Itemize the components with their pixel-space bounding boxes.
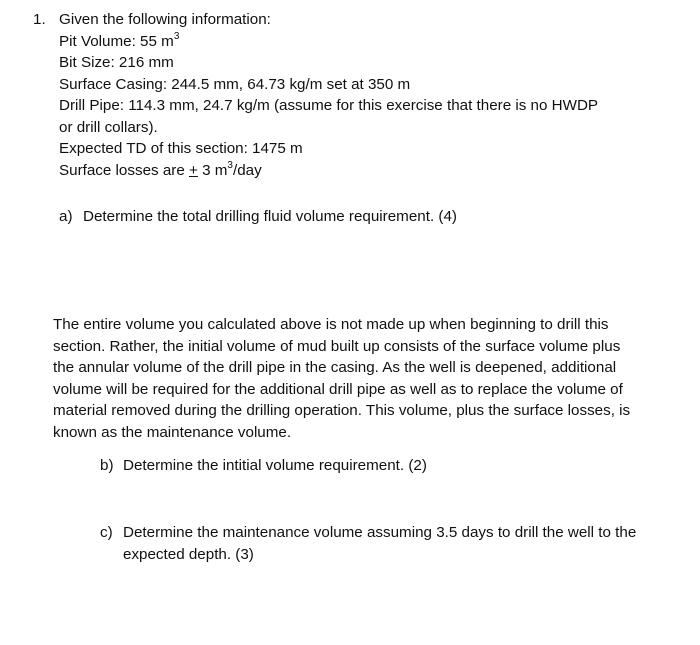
part-c-line-1: Determine the maintenance volume assuming 3.5 days to drill the well to the: [123, 524, 637, 541]
explanation-line-2: section. Rather, the initial volume of mud built up consists of the surface volume plus: [53, 338, 621, 355]
pit-volume: Pit Volume: 55 $m^3$: [59, 30, 180, 50]
explanation-line-1: The entire volume you calculated above is not made up when beginning to drill this: [53, 316, 609, 333]
drill-pipe-line-1: Drill Pipe: 114.3 mm, 24.7 kg/m (assume for this exercise that there is no HWDP: [59, 97, 599, 114]
explanation-line-5: material removed during the drilling operation. This volume, plus the surface losses, is: [53, 402, 631, 419]
drill-pipe-line-2: or drill collars).: [59, 119, 158, 136]
question-intro: Given the following information:: [59, 11, 271, 28]
explanation-line-3: the annular volume of the drill pipe in the casing. As the well is deepened, additional: [53, 359, 617, 376]
explanation-line-6: known as the maintenance volume.: [53, 424, 292, 441]
part-b-text: Determine the intitial volume requirement. (2): [123, 457, 427, 474]
explanation-line-4: volume will be required for the additional drill pipe as well as to replace the volume of: [53, 381, 623, 398]
surface-casing: Surface Casing: 244.5 mm, 64.73 kg/m set at 350 m: [59, 76, 411, 93]
bit-size: Bit Size: 216 mm: [59, 54, 174, 71]
part-c-label: c): [100, 524, 113, 541]
part-c-line-2: expected depth. (3): [123, 546, 254, 563]
part-a-label: a): [59, 208, 73, 225]
part-a-text: Determine the total drilling fluid volume requirement. (4): [83, 208, 457, 225]
expected-td: Expected TD of this section: 1475 m: [59, 140, 303, 157]
surface-losses: Surface losses are + 3 $m^3$/day: [59, 159, 262, 179]
question-number: 1.: [33, 11, 46, 28]
part-b-label: b): [100, 457, 114, 474]
